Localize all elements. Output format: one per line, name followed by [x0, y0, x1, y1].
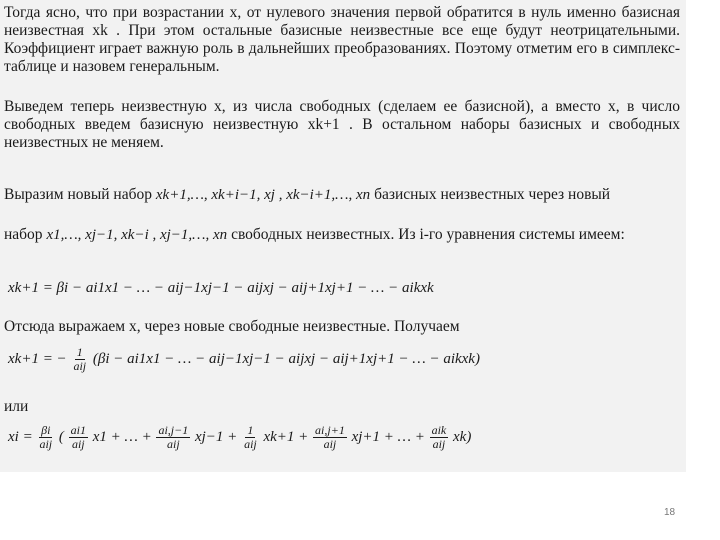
paragraph-4-tail: свободных неизвестных. Из i-го уравнения системы имеем:: [231, 226, 625, 243]
equation-2-body: (βi − ai1x1 − … − aij−1xj−1 − aijxj − aij+1xj+1 − … − aikxk): [92, 350, 480, 367]
equation-3-frac-1: [37, 424, 54, 451]
equation-2-fraction: [71, 346, 88, 373]
equation-1: xk+1 = βi − ai1x1 − … − aij−1xj−1 − aijxj − aij+1xj+1 − … − aikxk: [8, 280, 434, 296]
equation-3-term-6: xk): [453, 428, 472, 445]
equation-2-frac-num: 1: [76, 345, 83, 359]
equation-3-frac-5: [313, 424, 347, 451]
equation-3-term-4: xk+1 +: [263, 428, 309, 445]
equation-2-lhs: xk+1 = −: [8, 350, 67, 367]
page-number: 18: [664, 507, 676, 518]
paragraph-6: или: [4, 398, 29, 415]
frac-6-den: aij: [432, 437, 446, 451]
equation-3-paren: (: [58, 428, 64, 445]
frac-6-num: aik: [431, 423, 447, 437]
equation-3-term-2: x1 + … +: [92, 428, 152, 445]
paragraph-1: Тогда ясно, что при возрастании x, от нулевого значения первой обратится в нуль именно базисная неизвестная xk . При этом остальные базисные неизвестные все еще будут неотрицательными. Коэффициент играет важную роль в дальнейших преобразованиях. Поэтому отметим его в симплекс-таблице и назовем генеральным.: [4, 4, 680, 75]
equation-2: [8, 346, 480, 373]
paragraph-3-text: Выразим новый набор: [4, 186, 152, 203]
equation-3-frac-3: [156, 424, 190, 451]
frac-3-den: aij: [167, 437, 180, 451]
frac-2-num: ai1: [70, 423, 86, 437]
equation-3-frac-4: [242, 424, 259, 451]
new-free-set: x1,…, xj−1, xk−i , xj−1,…, xn: [46, 227, 228, 243]
paragraph-2: Выведем теперь неизвестную x, из числа свободных (сделаем ее базисной), а вместо x, в число свободных введем базисную неизвестную xk+1 . В остальном наборы базисных и свободных неизвестных не меняем.: [4, 98, 680, 151]
frac-5-num: ai,j+1: [315, 423, 345, 437]
frac-4-num: 1: [247, 423, 254, 437]
paragraph-4-text: набор: [4, 226, 43, 243]
frac-5-den: aij: [323, 437, 337, 451]
equation-3-term-3: xj−1 +: [194, 428, 238, 445]
paragraph-4: [4, 226, 680, 244]
new-basic-set: xk+1,…, xk+i−1, xj , xk−i+1,…, xn: [155, 187, 371, 203]
frac-1-num: βi: [41, 423, 51, 437]
frac-2-den: aij: [71, 437, 85, 451]
frac-4-den: aij: [244, 437, 257, 451]
equation-3-lhs: xi =: [8, 428, 33, 445]
equation-3-term-5: xj+1 + … +: [351, 428, 425, 445]
equation-3-frac-2: [69, 424, 88, 451]
frac-1-den: aij: [39, 437, 53, 451]
equation-3-frac-6: [430, 424, 449, 451]
equation-2-frac-den: aij: [73, 359, 87, 373]
paragraph-3: [4, 186, 680, 204]
frac-3-num: ai,j−1: [158, 423, 189, 437]
paragraph-5: Отсюда выражаем x, через новые свободные неизвестные. Получаем: [4, 318, 460, 335]
equation-3: [8, 424, 471, 451]
paragraph-3-tail: базисных неизвестных через новый: [374, 186, 611, 203]
